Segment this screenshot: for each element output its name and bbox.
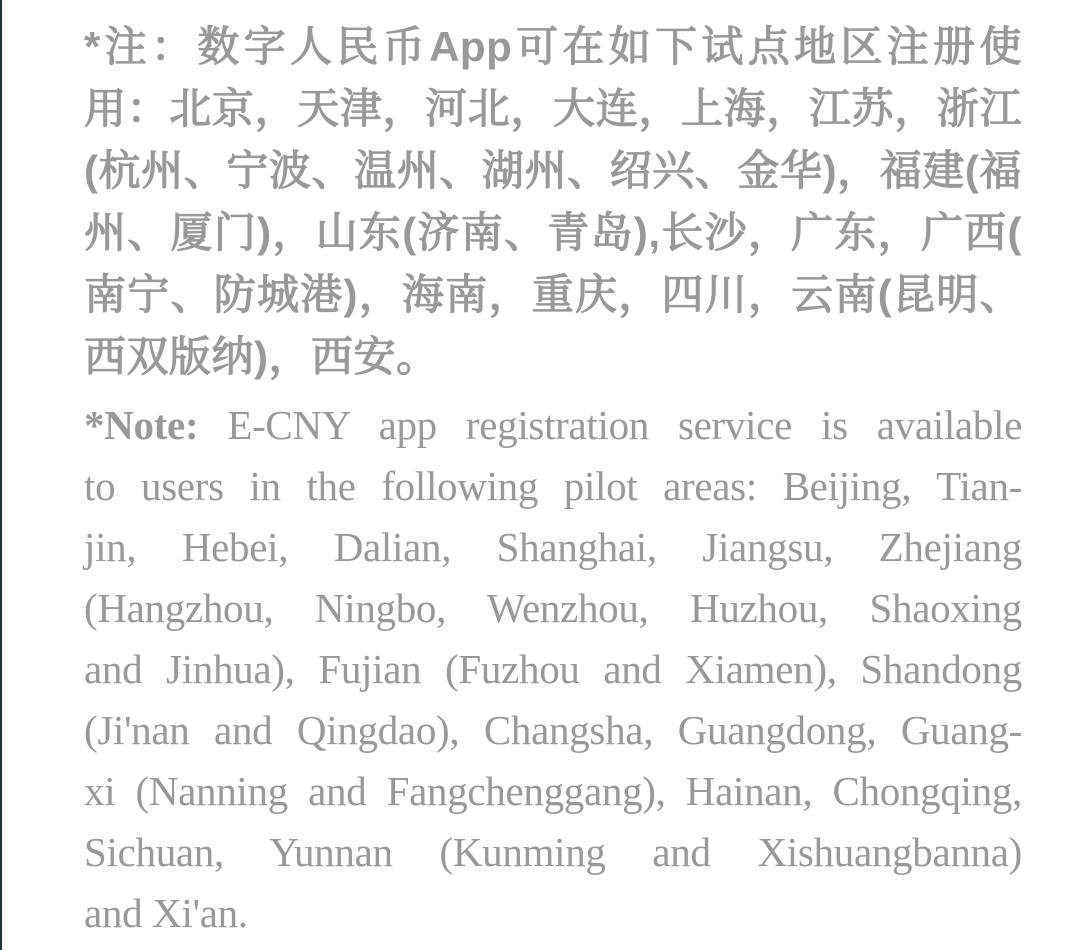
note-zh-line: 西双版纳)，西安。 — [84, 333, 439, 380]
note-en-line: and Xi'an. — [84, 890, 248, 936]
chinese-note-paragraph — [84, 16, 1022, 388]
note-zh-line: 南宁、防城港)，海南，重庆，四川，云南(昆明、 — [84, 271, 1022, 318]
note-zh-line: 州、厦门)，山东(济南、青岛),长沙，广东，广西( — [84, 209, 1022, 256]
note-zh-line: *注：数字人民币App可在如下试点地区注册使 — [84, 23, 1022, 70]
note-en-line: (Hangzhou, Ningbo, Wenzhou, Huzhou, Shaoxing — [84, 585, 1022, 631]
english-note-paragraph — [84, 395, 1022, 944]
note-en-line: Sichuan, Yunnan (Kunming and Xishuangbanna) — [84, 829, 1022, 875]
note-en-line: (Ji'nan and Qingdao), Changsha, Guangdong, Guang- — [84, 707, 1022, 753]
note-en-line: to users in the following pilot areas: Beijing, Tian- — [84, 463, 1022, 509]
note-en-first-line — [84, 395, 1022, 456]
screen-left-edge-line — [0, 0, 2, 950]
note-en-line: xi (Nanning and Fangchenggang), Hainan, Chongqing, — [84, 768, 1022, 814]
note-label: *Note: — [84, 402, 228, 448]
pilot-areas-note — [84, 16, 1022, 944]
note-en-first-line-rest: E-CNY app registration service is available — [227, 402, 1023, 448]
note-en-line: jin, Hebei, Dalian, Shanghai, Jiangsu, Zhejiang — [84, 524, 1022, 570]
note-zh-line: (杭州、宁波、温州、湖州、绍兴、金华)，福建(福 — [84, 147, 1022, 194]
note-zh-line: 用：北京，天津，河北，大连，上海，江苏，浙江 — [84, 85, 1022, 132]
note-en-line: and Jinhua), Fujian (Fuzhou and Xiamen), Shandong — [84, 646, 1022, 692]
